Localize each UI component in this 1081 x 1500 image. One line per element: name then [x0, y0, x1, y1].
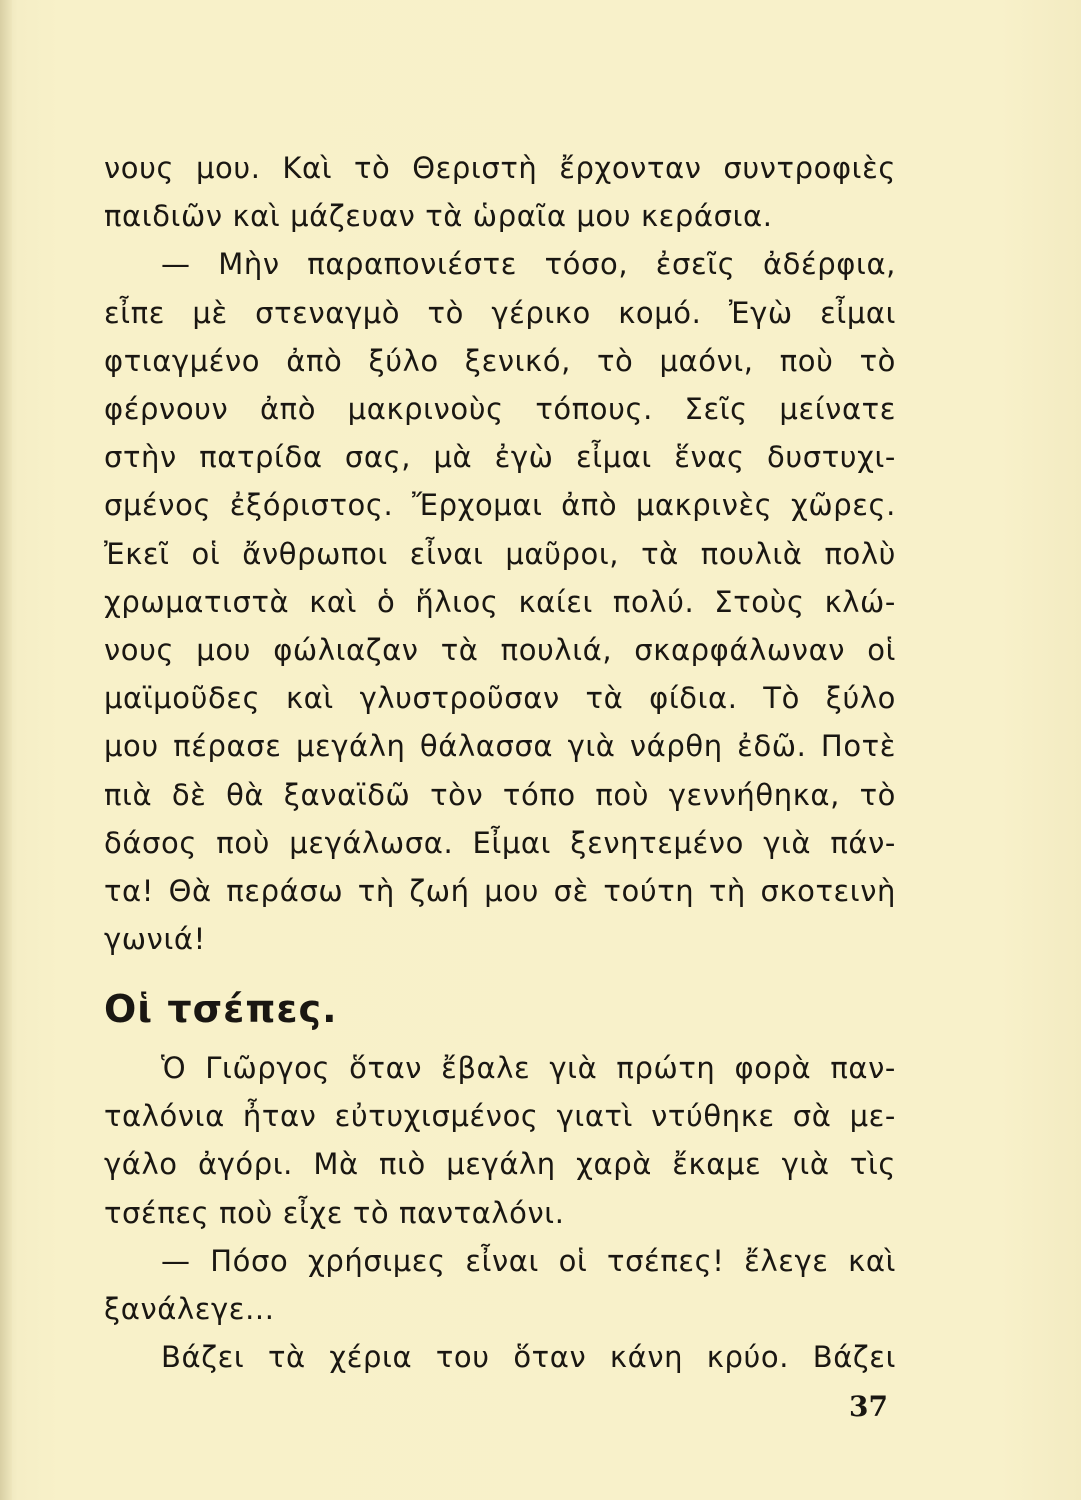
page-number: 37 — [849, 1390, 888, 1423]
text-line: Ὁ Γιῶργος ὅταν ἔβαλε γιὰ πρώτη φορὰ παν- — [161, 1051, 896, 1085]
text-line: πιὰ δὲ θὰ ξαναϊδῶ τὸν τόπο ποὺ γεννήθηκα, τὸ — [104, 777, 896, 812]
text-line: δάσος ποὺ μεγάλωσα. Εἶμαι ξενητεμένο γιὰ πάν- — [104, 825, 896, 860]
text-line: — Μὴν παραπονιέστε τόσο, ἐσεῖς ἀδέρφια, — [161, 247, 896, 282]
text-line: φέρνουν ἀπὸ μακρινοὺς τόπους. Σεῖς μείνατε — [104, 392, 896, 426]
text-line: εἶπε μὲ στεναγμὸ τὸ γέρικο κομό. Ἐγὼ εἶμαι — [104, 295, 896, 330]
text-line: Βάζει τὰ χέρια του ὅταν κάνη κρύο. Βάζει — [161, 1340, 896, 1375]
text-line: νους μου. Καὶ τὸ Θεριστὴ ἔρχονταν συντροφιὲς — [104, 151, 896, 185]
text-line: φτιαγμένο ἀπὸ ξύλο ξενικό, τὸ μαόνι, ποὺ τὸ — [104, 343, 896, 378]
text-line: τσέπες ποὺ εἶχε τὸ πανταλόνι. — [104, 1195, 565, 1230]
text-line: παιδιῶν καὶ μάζευαν τὰ ὡραῖα μου κεράσια. — [104, 199, 773, 234]
text-line: Ἐκεῖ οἱ ἄνθρωποι εἶναι μαῦροι, τὰ πουλιὰ πολὺ — [104, 536, 896, 571]
text-line: — Πόσο χρήσιμες εἶναι οἱ τσέπες! ἔλεγε καὶ — [161, 1243, 896, 1278]
text-line: μαϊμοῦδες καὶ γλυστροῦσαν τὰ φίδια. Τὸ ξύλο — [104, 681, 896, 716]
text-line: ταλόνια ἦταν εὐτυχισμένος γιατὶ ντύθηκε σὰ με- — [104, 1099, 896, 1134]
text-line: στὴν πατρίδα σας, μὰ ἐγὼ εἶμαι ἕνας δυστυχι- — [104, 440, 896, 475]
text-line: ξανάλεγε... — [104, 1292, 275, 1326]
text-line: χρωματιστὰ καὶ ὁ ἥλιος καίει πολύ. Στοὺς κλώ- — [104, 584, 896, 619]
text-line: τα! Θὰ περάσω τὴ ζωή μου σὲ τούτη τὴ σκοτεινὴ — [104, 874, 896, 908]
text-line: γωνιά! — [104, 922, 206, 957]
text-line: μου πέρασε μεγάλη θάλασσα γιὰ νάρθη ἐδῶ. Ποτὲ — [104, 729, 896, 764]
text-line: γάλο ἀγόρι. Μὰ πιὸ μεγάλη χαρὰ ἔκαμε γιὰ τὶς — [104, 1147, 896, 1182]
page-binding-edge — [0, 0, 12, 1500]
text-line: σμένος ἐξόριστος. Ἔρχομαι ἀπὸ μακρινὲς χῶρες. — [104, 488, 896, 523]
text-line: νους μου φώλιαζαν τὰ πουλιά, σκαρφάλωναν οἱ — [104, 633, 896, 667]
section-heading: Οἱ τσέπες. — [104, 987, 338, 1031]
